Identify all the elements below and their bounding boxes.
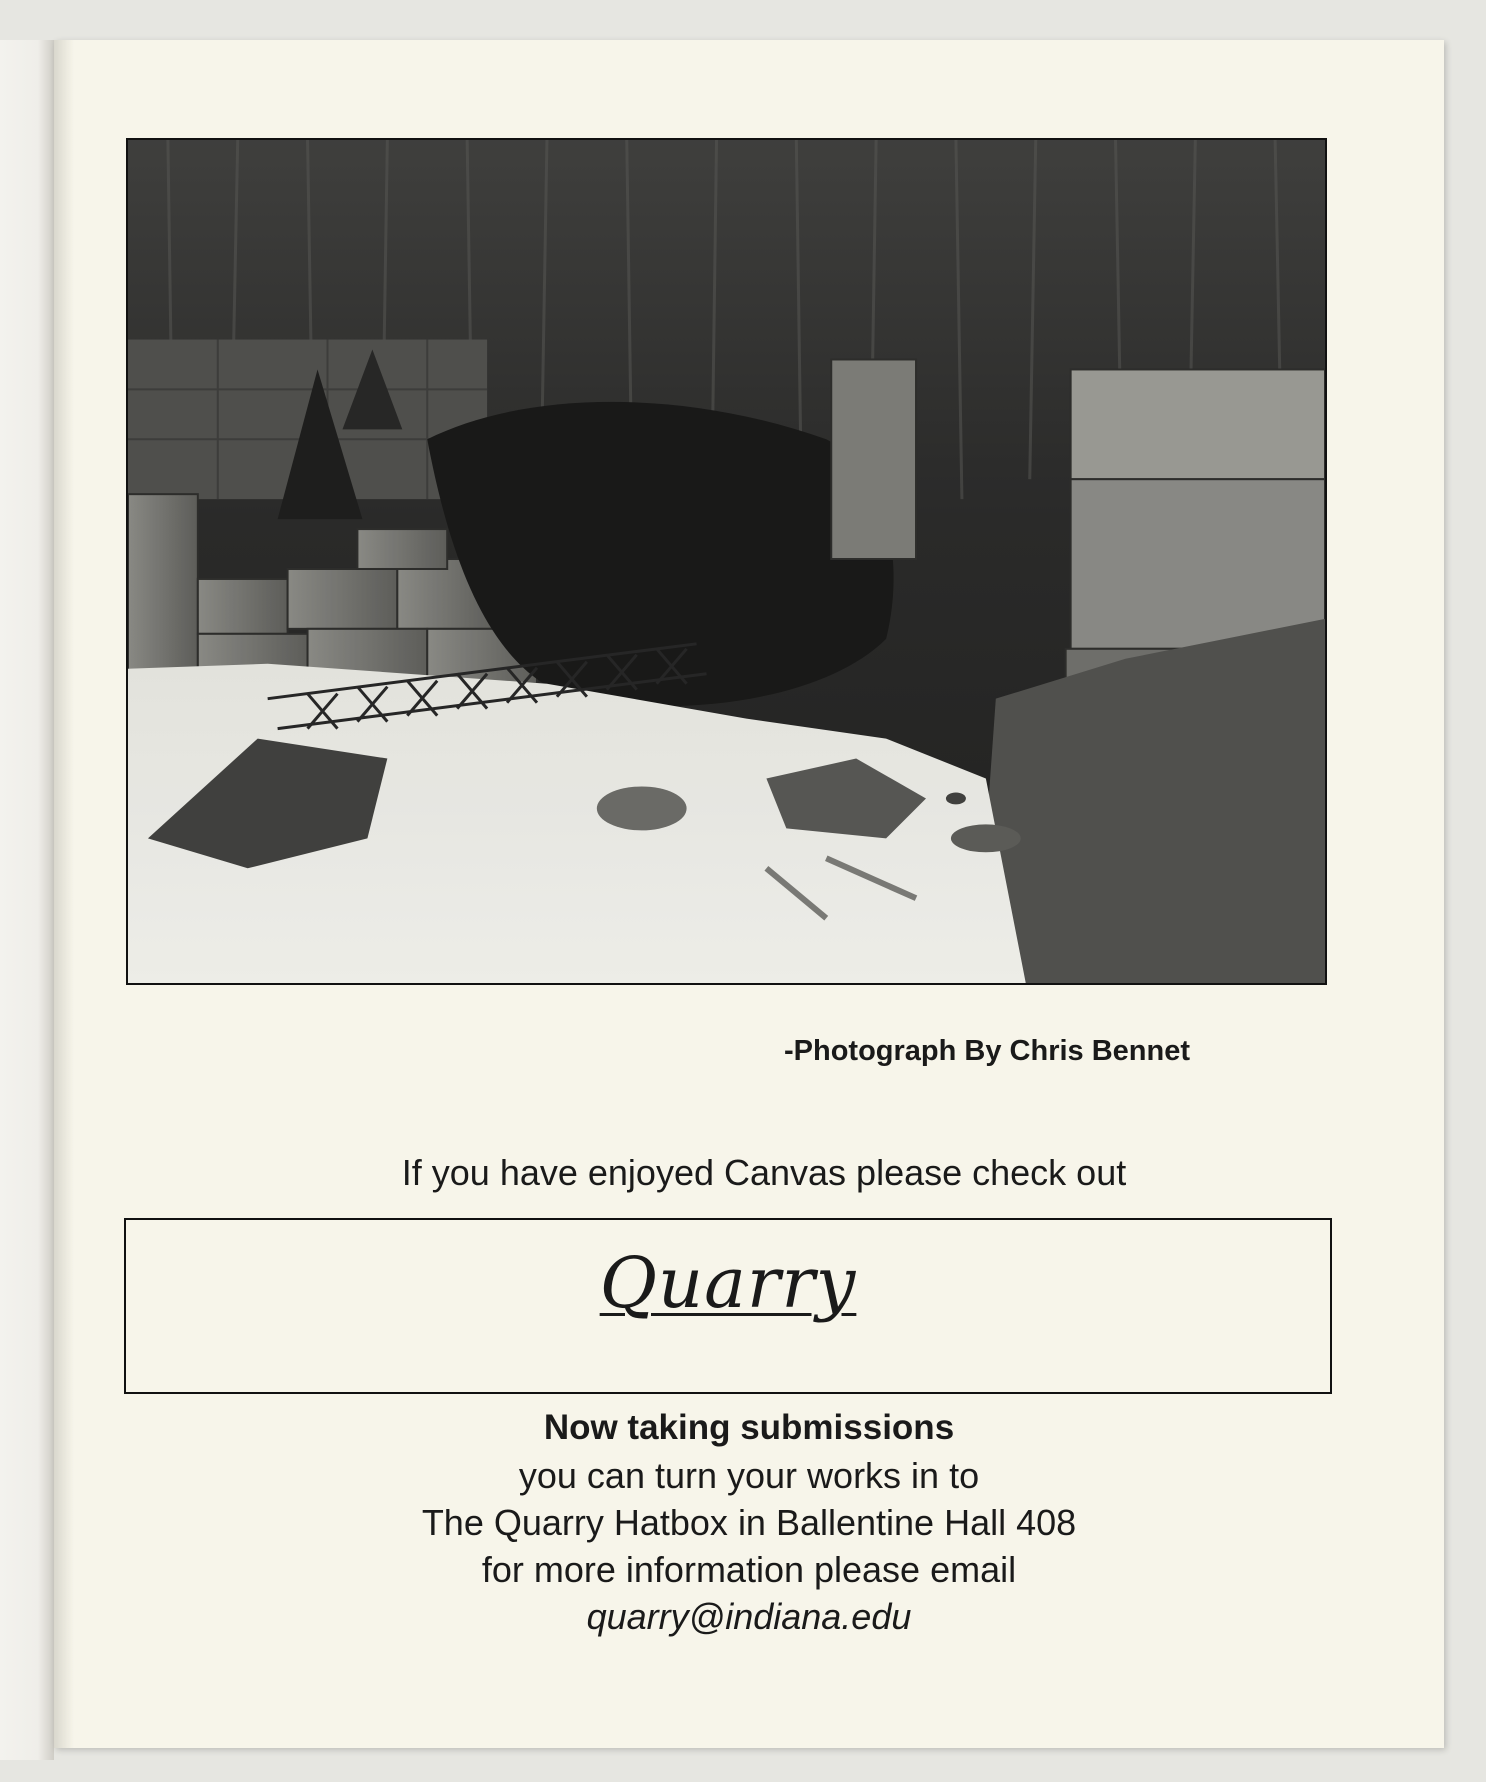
quarry-title-box: [124, 1218, 1332, 1394]
contact-email: quarry@indiana.edu: [586, 1596, 912, 1637]
quarry-photo-icon: [128, 140, 1325, 983]
photo-credit: -Photograph By Chris Bennet: [784, 1035, 1191, 1067]
quarry-photo: [126, 138, 1327, 985]
quarry-title: Quarry: [599, 1242, 857, 1324]
intro-line: If you have enjoyed Canvas please check out: [401, 1152, 1127, 1193]
submissions-line-2: The Quarry Hatbox in Ballentine Hall 408: [421, 1502, 1077, 1543]
submissions-info: [54, 1404, 1444, 1640]
submissions-heading: Now taking submissions: [543, 1408, 955, 1447]
submissions-line-3: for more information please email: [481, 1549, 1017, 1590]
page: [54, 40, 1444, 1748]
left-page-edge: [0, 40, 54, 1760]
submissions-line-1: you can turn your works in to: [518, 1455, 980, 1496]
intro-text: [54, 1152, 1444, 1194]
